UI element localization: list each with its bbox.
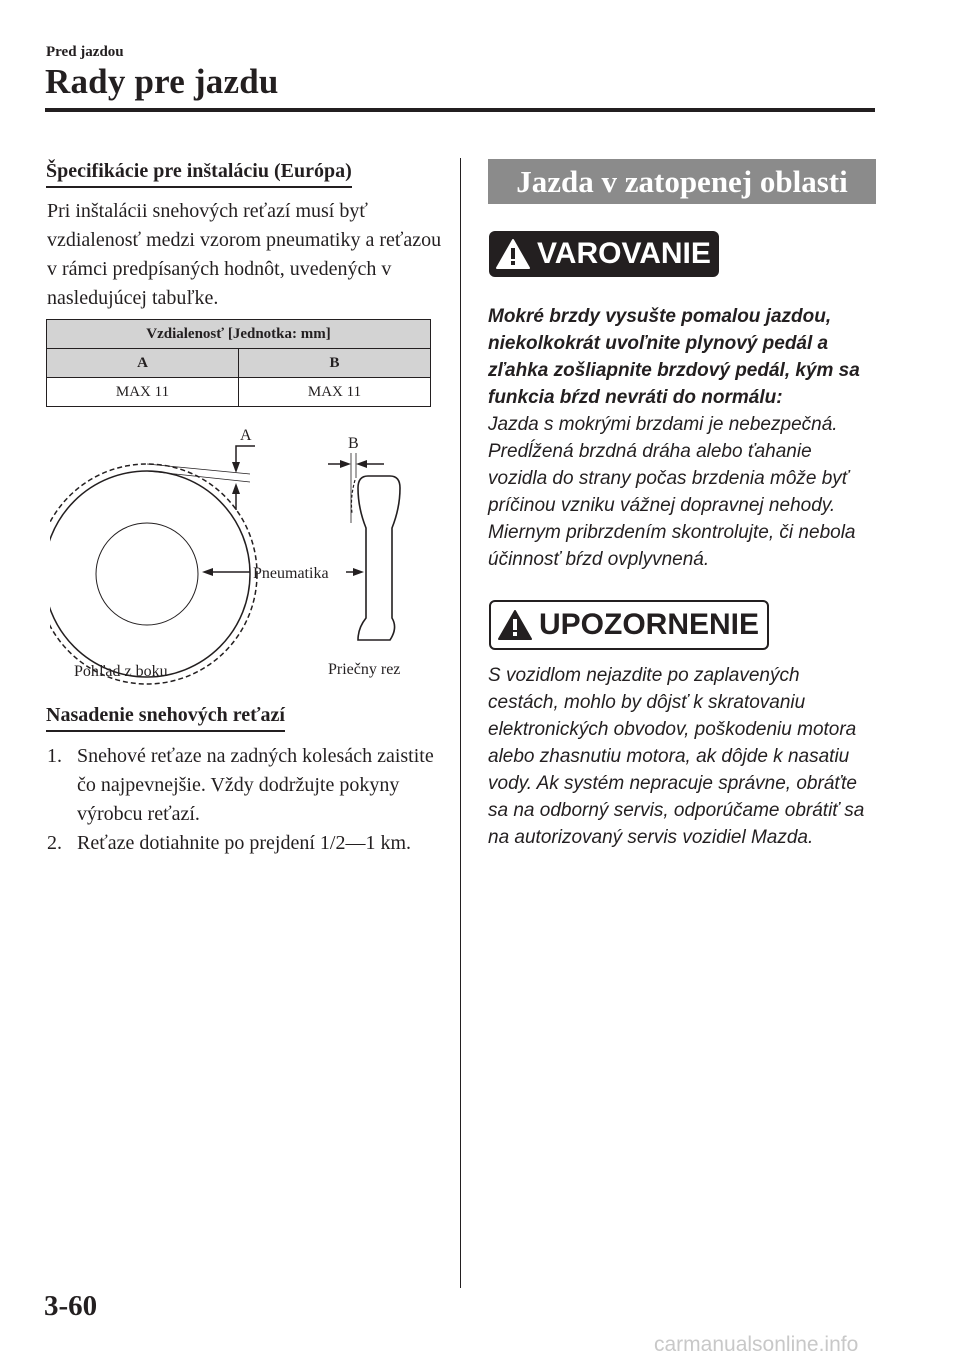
spec-section-heading [46,160,352,188]
tire-chain-diagram [50,418,435,688]
chains-section-heading [46,704,285,732]
list-item [47,829,447,858]
warning-triangle-icon [497,608,533,642]
table-row [47,378,431,407]
warning-badge [489,231,719,277]
chains-steps [47,742,447,858]
table-value-b: MAX 11 [239,378,431,407]
a-arrowhead-bottom [232,483,240,494]
header-rule [45,108,875,112]
flood-section-banner: Jazda v zatopenej oblasti [488,159,876,204]
spec-table [46,319,431,407]
caution-badge [489,600,769,650]
table-column-row [47,349,431,378]
warning-bold-text: Mokré brzdy vysušte pomalou jazdou, niekolkokrát uvoľnite plynový pedál a zľahka zošliapnite brzdový pedál, kým sa funkcia bŕzd nevráti do normálu: [488,306,860,408]
label-b: B [348,435,359,452]
spec-title: Špecifikácie pre inštaláciu (Európa) [46,160,352,188]
warning-triangle-icon [495,237,531,271]
warning-label: VAROVANIE [537,237,711,270]
step-text: Reťaze dotiahnite po prejdení 1/2―1 km. [77,832,412,854]
table-column-a: A [47,349,239,378]
chains-title: Nasadenie snehových reťazí [46,704,285,732]
list-item [47,742,447,829]
chain-outline [50,464,257,684]
caution-label: UPOZORNENIE [539,608,760,641]
caption-cross-section: Priečny rez [328,661,401,678]
watermark: carmanualsonline.info [654,1333,859,1356]
b-arrowhead-left [340,460,351,468]
spec-paragraph: Pri inštalácii snehových reťazí musí byť vzdialenosť medzi vzorom pneumatiky a reťazou v rámci predpísaných hodnôt, uvedených v nasledujúcej tabuľke. [47,200,442,309]
step-text: Snehové reťaze na zadných kolesách zaistite čo najpevnejšie. Vždy dodržujte pokyny výrobcu reťazí. [77,745,434,825]
a-arrowhead-top [232,462,240,473]
a-arrow-top [236,446,255,470]
step-number: 1. [47,745,62,767]
tire-cross-section [358,476,400,640]
page-number: 3-60 [44,1290,98,1322]
table-header: Vzdialenosť [Jednotka: mm] [47,320,431,349]
tire-side-outer [50,471,250,677]
caption-side-view: Pohľad z boku [74,663,168,680]
chain-cross-dashed [351,480,355,513]
table-column-b: B [239,349,431,378]
warning-body-text: Jazda s mokrými brzdami je nebezpečná. Predĺžená brzdná dráha alebo ťahanie vozidla do strany počas brzdenia môže byť príčinou vzniku vážnej dopravnej nehody. Miernym pribrzdením skontrolujte, či nebola účinnosť bŕzd ovplyvnená. [488,414,856,570]
tire-arrowhead-right [353,568,364,576]
table-header-row [47,320,431,349]
page-title: Rady pre jazdu [45,62,279,101]
step-number: 2. [47,832,62,854]
label-tire: Pneumatika [253,565,329,582]
b-arrowhead-right [356,460,367,468]
column-divider [460,158,461,1288]
table-value-a: MAX 11 [47,378,239,407]
section-label: Pred jazdou [46,44,124,60]
tire-arrowhead-left [202,568,213,576]
label-a: A [240,427,252,444]
tire-side-rim [96,523,198,625]
caution-body-text: S vozidlom nejazdite po zaplavených cestách, mohlo by dôjsť k skratovaniu elektronických obvodov, poškodeniu motora alebo zhasnutiu motora, ak dôjde k nasatiu vody. Ak systém nepracuje správne, obráťte sa na odborný servis, odporúčame obrátiť sa na autorizovaný servis vozidiel Mazda. [488,665,865,848]
